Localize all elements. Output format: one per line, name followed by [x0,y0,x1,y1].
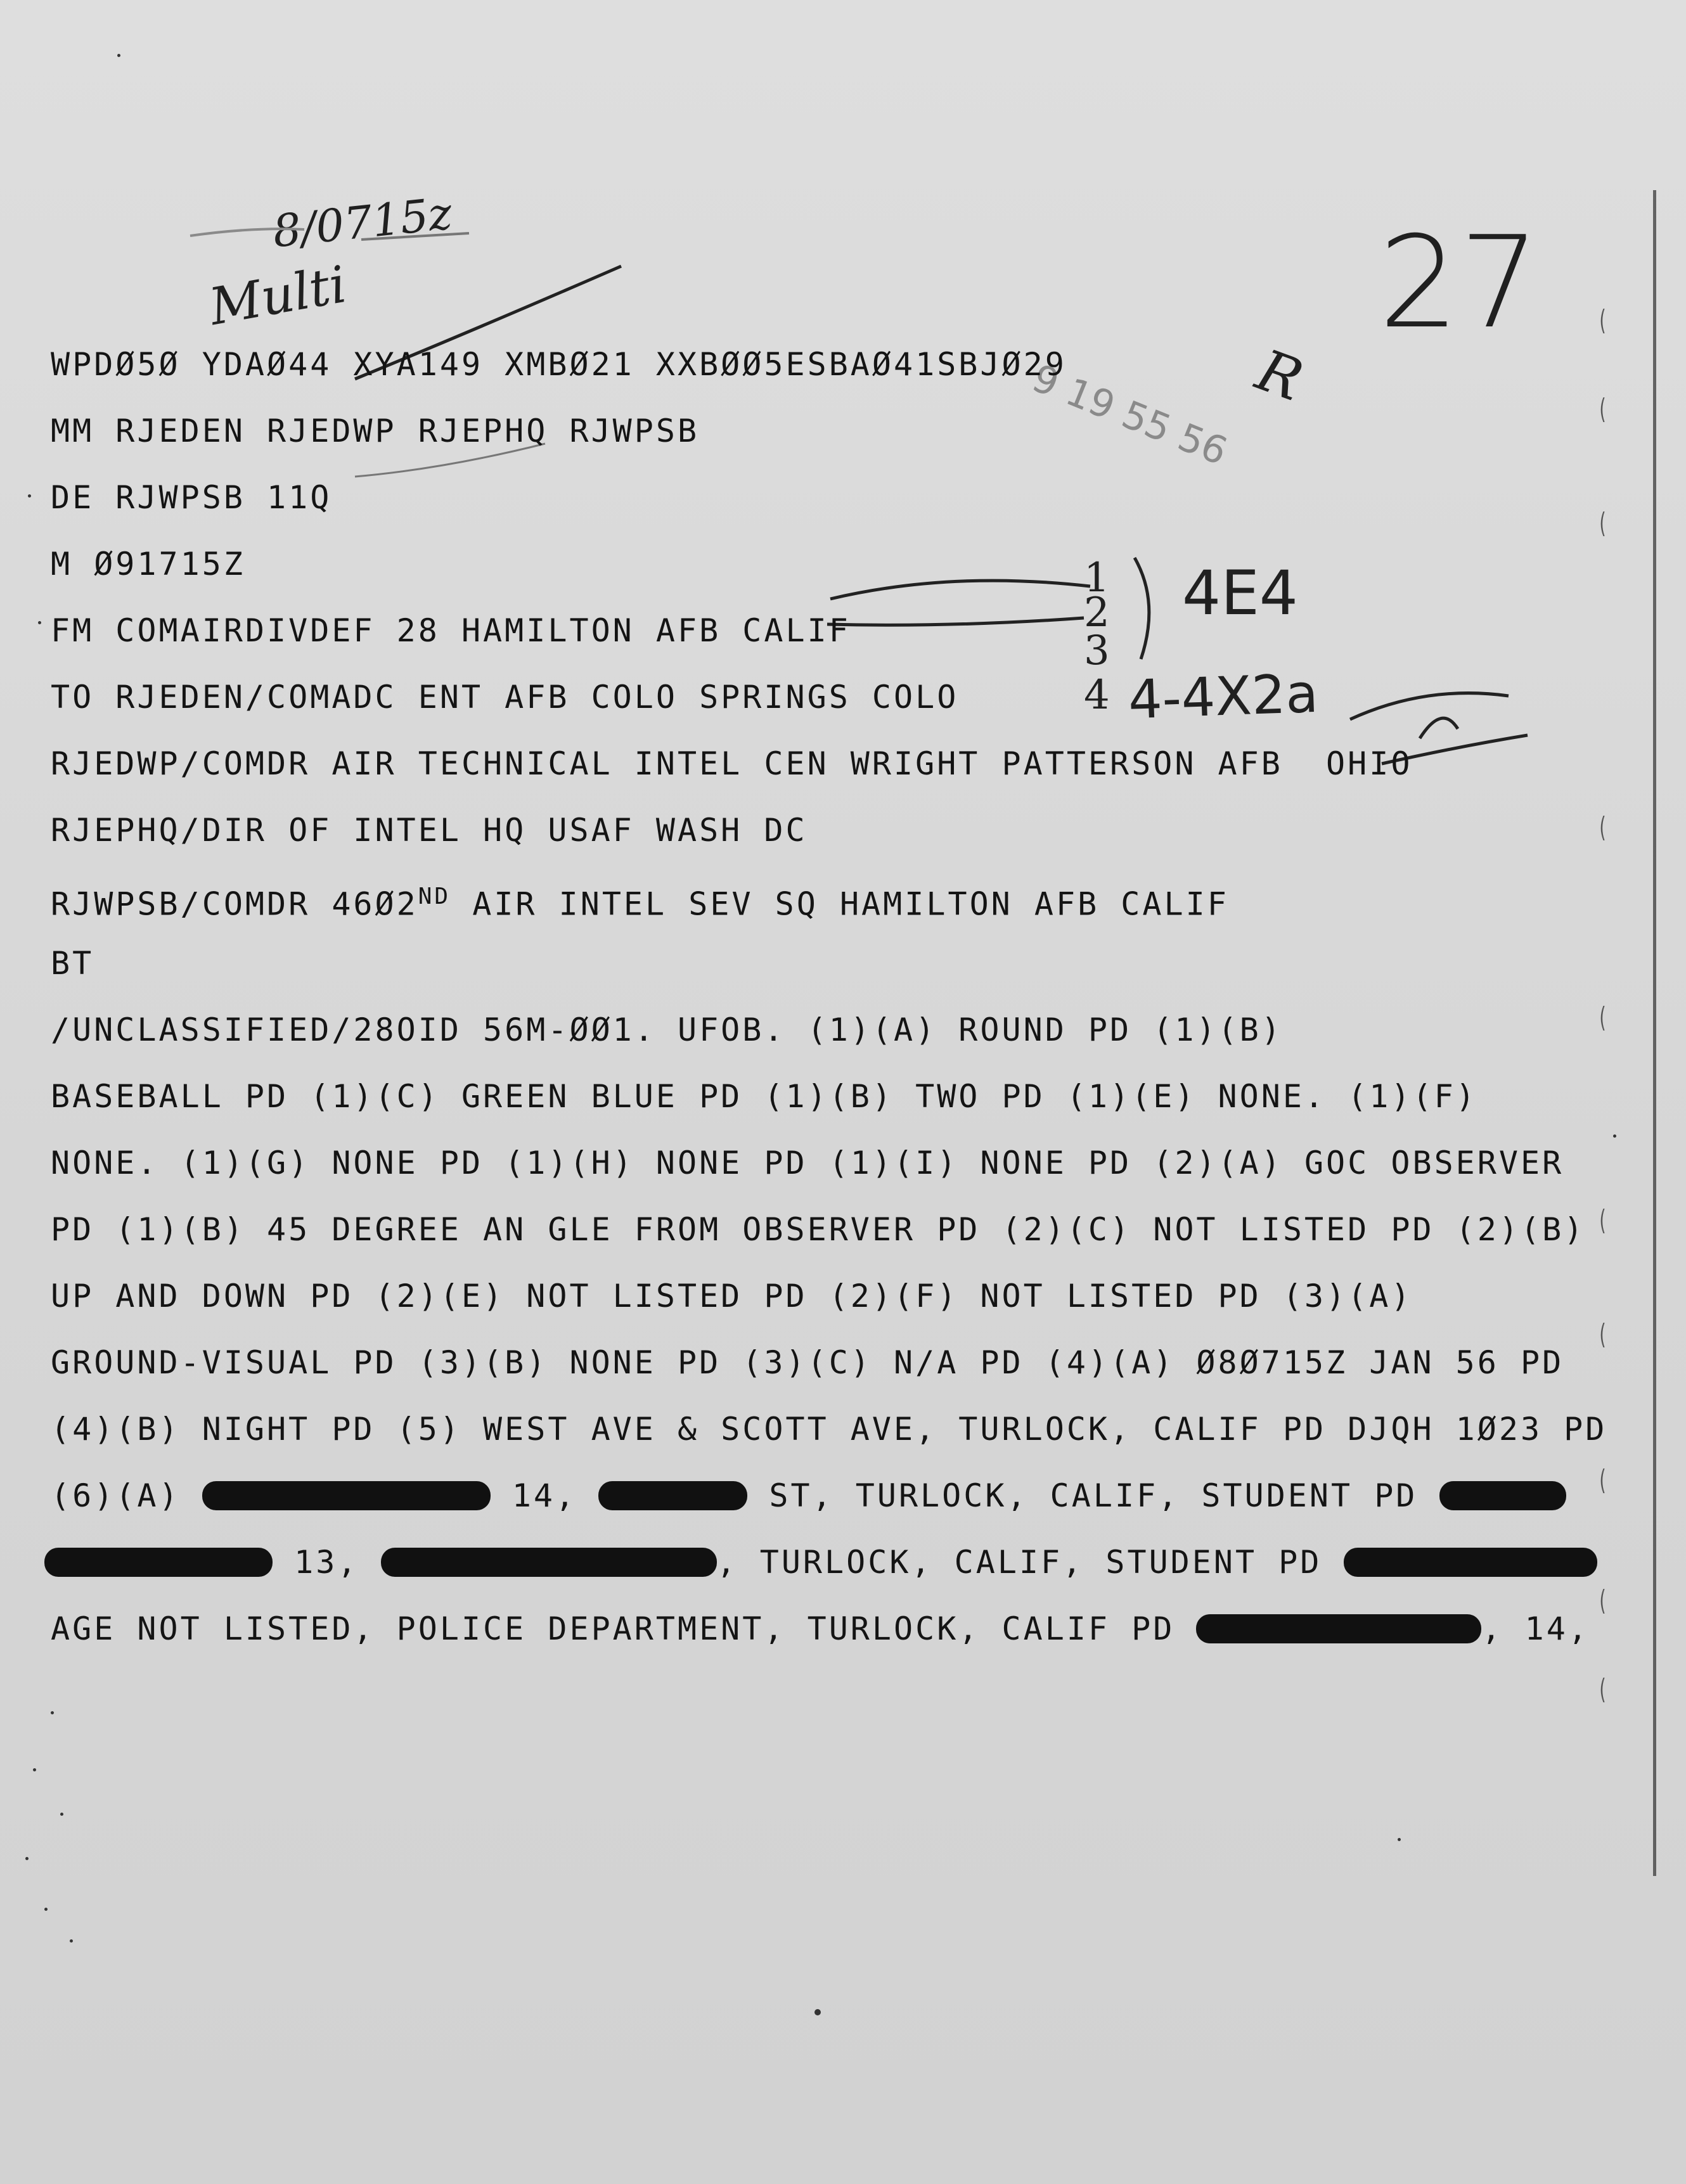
redaction-bar [598,1481,747,1510]
edge-mark: ( [1599,507,1606,539]
date-time-group-line: M Ø91715Z [51,546,245,582]
scan-speck [70,1939,73,1943]
edge-mark: ( [1599,811,1606,844]
scan-speck [38,621,41,624]
edge-mark: ( [1599,1318,1606,1351]
edge-mark: ( [1599,393,1606,425]
handwritten-code-4e4: 4E4 [1182,558,1298,629]
redaction-bar [1439,1481,1566,1510]
handwritten-code-4x2a: 4-4X2a [1127,662,1320,731]
body-line-6: GROUND-VISUAL PD (3)(B) NONE PD (3)(C) N/A PD (4)(A) Ø8Ø715Z JAN 56 PD [51,1344,1564,1381]
redaction-bar [202,1481,491,1510]
message-header-line: WPDØ5Ø YDAØ44 XYA149 XMBØ21 XXBØØ5ESBAØ41SBJØ29 [51,346,1067,383]
scan-speck [1613,1134,1616,1138]
edge-mark: ( [1599,1584,1606,1617]
scan-speck [1398,1838,1401,1841]
redaction-bar [1344,1548,1597,1577]
body-line-9-part-2: , TURLOCK, CALIF, STUDENT PD [716,1544,1344,1581]
to-line-4-start: RJWPSB/COMDR 46Ø2 [51,885,418,923]
routing-line: MM RJEDEN RJEDWP RJEPHQ RJWPSB [51,413,700,449]
scan-speck [117,54,120,57]
body-line-8-part-2: 14, [490,1477,599,1514]
edge-mark: ( [1599,1673,1606,1705]
to-line-2: RJEDWP/COMDR AIR TECHNICAL INTEL CEN WRIGHT PATTERSON AFB OHIO [51,745,1413,782]
redaction-bar [1196,1614,1481,1643]
from-line: FM COMAIRDIVDEF 28 HAMILTON AFB CALIF [51,612,851,649]
handwritten-date-note: 8/0715z [270,187,454,258]
body-line-4: PD (1)(B) 45 DEGREE AN GLE FROM OBSERVER PD (2)(C) NOT LISTED PD (2)(B) [51,1211,1586,1248]
edge-mark: ( [1599,304,1606,337]
scan-speck [44,1908,48,1911]
handwritten-number-1: 1 [1084,555,1110,601]
handwritten-name-note: Multi [205,254,351,337]
handwritten-number-4: 4 [1084,672,1110,719]
to-line-4-end: AIR INTEL SEV SQ HAMILTON AFB CALIF [451,885,1229,923]
body-line-8-part-3: ST, TURLOCK, CALIF, STUDENT PD [747,1477,1439,1514]
received-date-stamp: 9 19 55 56 [1026,356,1233,475]
handwritten-r-mark: R [1248,337,1311,414]
redaction-bar [44,1548,273,1577]
handwritten-number-3: 3 [1084,627,1110,674]
redaction-bar [381,1548,717,1577]
scan-speck [28,494,31,498]
scan-speck [25,1857,29,1860]
edge-mark: ( [1599,1204,1606,1237]
body-line-10-part-1: AGE NOT LISTED, POLICE DEPARTMENT, TURLOCK, CALIF PD [51,1610,1197,1647]
body-line-5: UP AND DOWN PD (2)(E) NOT LISTED PD (2)(F) NOT LISTED PD (3)(A) [51,1278,1413,1314]
edge-mark: ( [1599,1464,1606,1496]
to-line-3: RJEPHQ/DIR OF INTEL HQ USAF WASH DC [51,812,808,849]
body-line-8 [51,1477,1566,1515]
handwritten-number-2: 2 [1084,589,1110,636]
handwritten-page-number: 27 [1379,209,1540,357]
scan-speck [33,1768,36,1771]
to-line-4-superscript: ND [418,883,451,909]
body-line-10-part-2: , 14, [1481,1610,1590,1647]
body-line-9 [44,1543,1597,1581]
body-line-2: BASEBALL PD (1)(C) GREEN BLUE PD (1)(B) TWO PD (1)(E) NONE. (1)(F) [51,1078,1477,1115]
to-line-1: TO RJEDEN/COMADC ENT AFB COLO SPRINGS COLO [51,679,959,716]
body-line-8-part-1: (6)(A) [51,1477,202,1514]
body-line-1: /UNCLASSIFIED/28OID 56M-ØØ1. UFOB. (1)(A) ROUND PD (1)(B) [51,1012,1283,1048]
origin-line: DE RJWPSB 11Q [51,479,332,516]
scan-speck [51,1711,54,1714]
scan-speck [60,1813,63,1816]
body-line-7: (4)(B) NIGHT PD (5) WEST AVE & SCOTT AVE, TURLOCK, CALIF PD DJQH 1Ø23 PD [51,1411,1607,1448]
edge-mark: ( [1599,1001,1606,1034]
to-line-4 [51,878,1229,923]
body-line-9-part-1: 13, [273,1544,381,1581]
scan-speck [814,2009,821,2015]
body-line-10 [51,1610,1590,1648]
body-line-3: NONE. (1)(G) NONE PD (1)(H) NONE PD (1)(I) NONE PD (2)(A) GOC OBSERVER [51,1145,1564,1181]
break-line: BT [51,945,94,982]
